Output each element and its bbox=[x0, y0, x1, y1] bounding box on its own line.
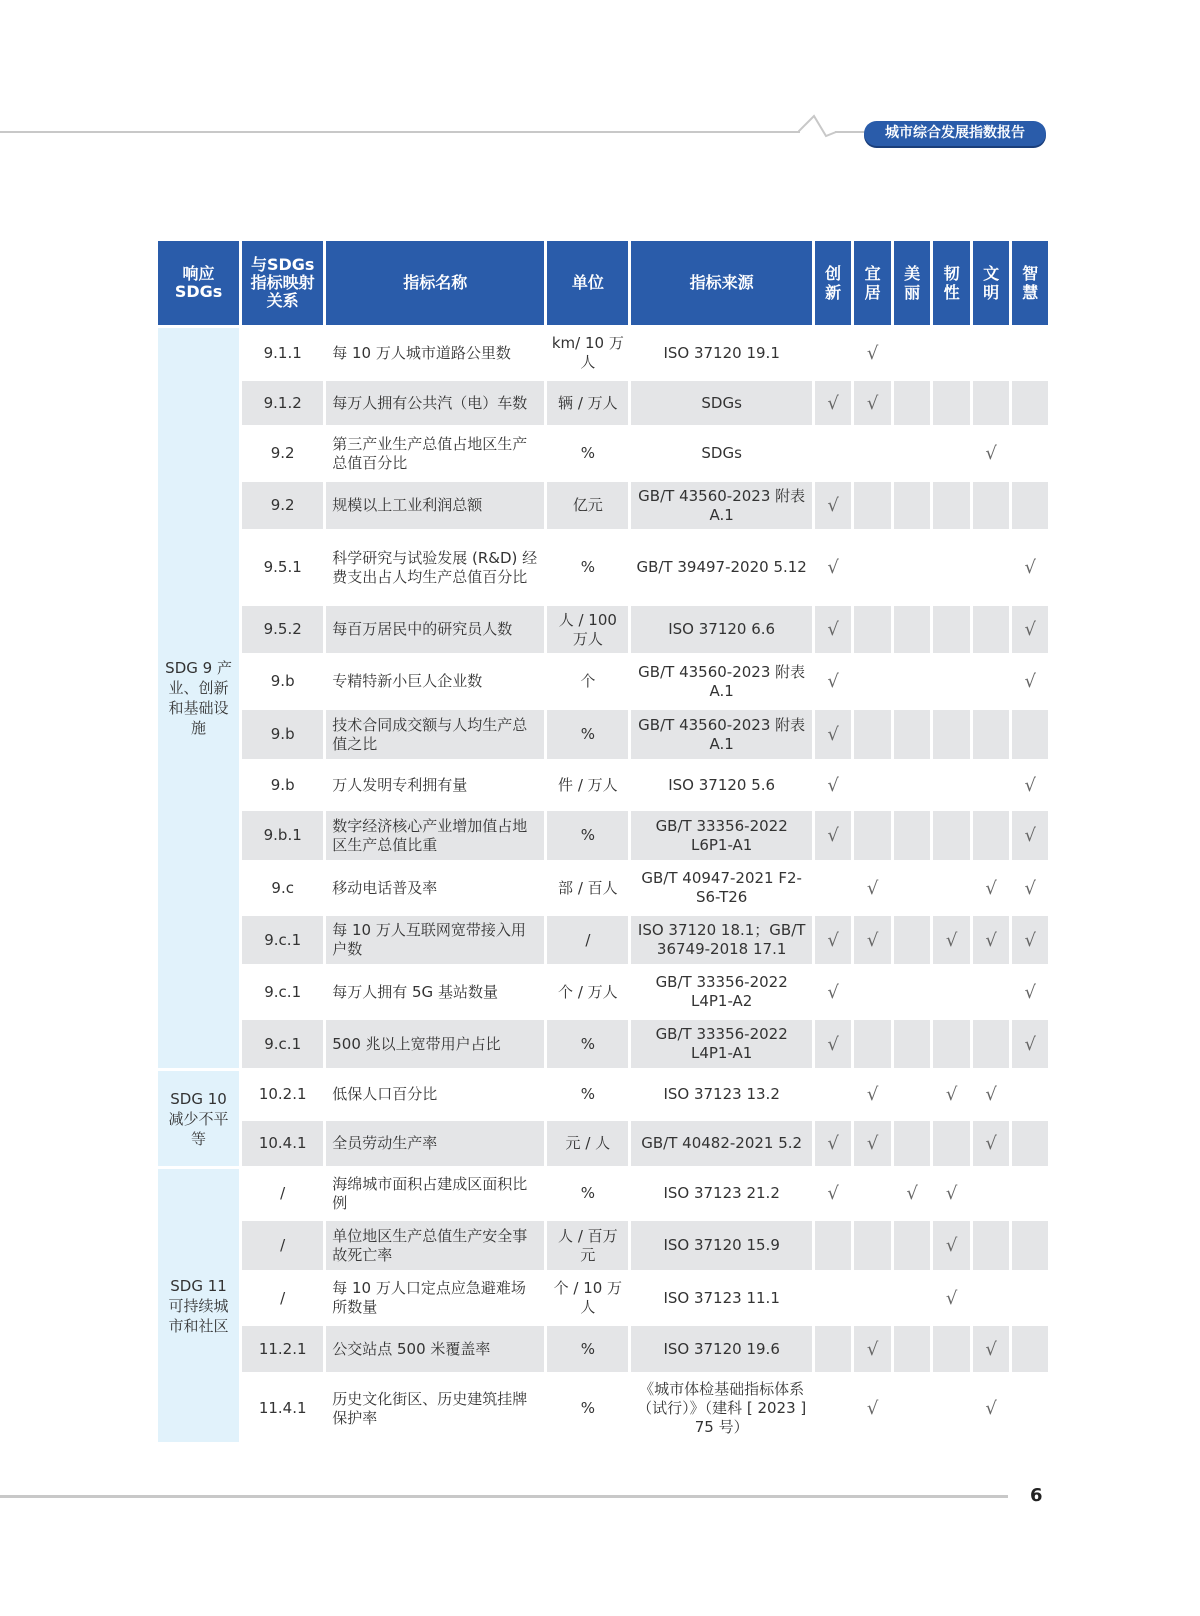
check-mark-icon: √ bbox=[827, 557, 839, 578]
check-mark-icon bbox=[973, 328, 1010, 378]
check-mark-icon bbox=[1012, 381, 1048, 425]
indicator-name-cell: 单位地区生产总值生产安全事故死亡率 bbox=[326, 1221, 544, 1270]
check-mark-icon bbox=[854, 532, 891, 603]
check-mark-icon: √ bbox=[854, 381, 891, 425]
sdg-group-cell: SDG 9 产业、创新和基础设施 bbox=[158, 328, 239, 1068]
check-mark-icon: √ bbox=[854, 1121, 891, 1166]
check-mark-icon bbox=[1012, 328, 1048, 378]
check-mark-icon: √ bbox=[827, 1183, 839, 1204]
check-mark-icon: √ bbox=[866, 877, 879, 899]
unit-cell: km/ 10 万人 bbox=[551, 334, 624, 371]
check-mark-icon: √ bbox=[973, 1326, 1010, 1372]
source-cell: SDGs bbox=[701, 444, 742, 462]
source-cell: GB/T 43560-2023 附表 A.1 bbox=[631, 710, 812, 759]
report-title-badge: 城市综合发展指数报告 bbox=[864, 121, 1046, 146]
sdg-code-cell: 9.2 bbox=[242, 482, 323, 529]
sdg-code-cell: 10.2.1 bbox=[258, 1085, 307, 1103]
source-cell: ISO 37120 19.6 bbox=[631, 1326, 812, 1372]
table-row bbox=[158, 656, 1048, 707]
check-mark-icon bbox=[815, 428, 852, 479]
check-mark-icon bbox=[933, 656, 970, 707]
unit-cell: % bbox=[580, 558, 595, 576]
indicator-name-cell: 每 10 万人口定点应急避难场所数量 bbox=[332, 1279, 526, 1316]
footer-rule bbox=[0, 1495, 1008, 1498]
check-mark-icon bbox=[933, 606, 970, 653]
sdg-code-cell: 9.c.1 bbox=[242, 916, 323, 964]
check-mark-icon: √ bbox=[945, 1183, 958, 1204]
check-mark-icon bbox=[1012, 1273, 1048, 1323]
column-header: 智慧 bbox=[1012, 241, 1048, 325]
check-mark-icon: √ bbox=[854, 1326, 891, 1372]
table-row bbox=[158, 428, 1048, 479]
sdg-code-cell: 9.5.1 bbox=[263, 558, 302, 576]
unit-cell: % bbox=[580, 1085, 595, 1103]
source-cell: ISO 37120 5.6 bbox=[668, 775, 776, 794]
check-mark-icon bbox=[854, 482, 891, 529]
source-cell: ISO 37120 15.9 bbox=[631, 1221, 812, 1270]
column-header: 文明 bbox=[973, 241, 1010, 325]
check-mark-icon bbox=[973, 656, 1010, 707]
check-mark-icon: √ bbox=[1012, 1020, 1048, 1068]
unit-cell: 个 / 10 万人 bbox=[553, 1279, 623, 1316]
sdg-code-cell: 9.c.1 bbox=[242, 1020, 323, 1068]
table-row bbox=[158, 863, 1048, 913]
check-mark-icon bbox=[854, 967, 891, 1017]
source-cell: ISO 37123 13.2 bbox=[663, 1085, 780, 1103]
check-mark-icon bbox=[933, 532, 970, 603]
check-mark-icon bbox=[894, 762, 931, 808]
check-mark-icon bbox=[973, 710, 1010, 759]
check-mark-icon bbox=[894, 328, 931, 378]
indicator-name-cell: 每百万居民中的研究员人数 bbox=[326, 606, 544, 653]
check-mark-icon bbox=[894, 606, 931, 653]
table-row bbox=[158, 1071, 1048, 1118]
check-mark-icon bbox=[973, 381, 1010, 425]
source-cell: 《城市体检基础指标体系（试行）》（建科 [ 2023 ] 75 号） bbox=[637, 1380, 807, 1436]
check-mark-icon bbox=[854, 428, 891, 479]
check-mark-icon: √ bbox=[1024, 774, 1036, 796]
check-mark-icon: √ bbox=[985, 877, 997, 899]
unit-cell: 部 / 百人 bbox=[558, 878, 618, 897]
check-mark-icon bbox=[894, 1326, 931, 1372]
check-mark-icon: √ bbox=[1024, 671, 1036, 692]
check-mark-icon bbox=[854, 1020, 891, 1068]
check-mark-icon bbox=[854, 710, 891, 759]
check-mark-icon bbox=[854, 1169, 891, 1218]
check-mark-icon: √ bbox=[866, 1084, 879, 1105]
column-header: 宜居 bbox=[854, 241, 891, 325]
table-row bbox=[158, 710, 1048, 759]
check-mark-icon bbox=[973, 1020, 1010, 1068]
sdg-code-cell: 9.c.1 bbox=[264, 982, 302, 1001]
table-header-row bbox=[158, 241, 1048, 325]
indicator-name-cell: 每万人拥有 5G 基站数量 bbox=[332, 982, 498, 1001]
unit-cell: % bbox=[547, 1326, 628, 1372]
check-mark-icon bbox=[933, 381, 970, 425]
check-mark-icon: √ bbox=[815, 916, 852, 964]
check-mark-icon bbox=[933, 811, 970, 860]
table-row bbox=[158, 1169, 1048, 1218]
check-mark-icon bbox=[815, 328, 852, 378]
check-mark-icon: √ bbox=[973, 916, 1010, 964]
check-mark-icon bbox=[933, 1121, 970, 1166]
unit-cell: % bbox=[580, 1399, 595, 1417]
check-mark-icon bbox=[1012, 1326, 1048, 1372]
check-mark-icon bbox=[933, 710, 970, 759]
check-mark-icon bbox=[933, 967, 970, 1017]
check-mark-icon: √ bbox=[933, 1221, 970, 1270]
indicator-name-cell: 万人发明专利拥有量 bbox=[332, 775, 468, 794]
check-mark-icon bbox=[933, 1020, 970, 1068]
source-cell: GB/T 33356-2022 L4P1-A1 bbox=[631, 1020, 812, 1068]
page-number: 6 bbox=[1030, 1485, 1043, 1506]
indicator-name-cell: 每 10 万人互联网宽带接入用户数 bbox=[326, 916, 544, 964]
table-row bbox=[158, 811, 1048, 860]
source-cell: GB/T 43560-2023 附表 A.1 bbox=[638, 662, 806, 700]
check-mark-icon: √ bbox=[815, 606, 852, 653]
source-cell: ISO 37120 6.6 bbox=[631, 606, 812, 653]
table-row bbox=[158, 762, 1048, 808]
check-mark-icon: √ bbox=[985, 443, 997, 464]
source-cell: ISO 37120 19.1 bbox=[663, 343, 780, 362]
check-mark-icon: √ bbox=[1024, 981, 1036, 1003]
column-header: 单位 bbox=[547, 241, 628, 325]
column-header: 响应SDGs bbox=[158, 241, 239, 325]
column-header: 韧性 bbox=[933, 241, 970, 325]
unit-cell: % bbox=[547, 811, 628, 860]
source-cell: ISO 37123 11.1 bbox=[663, 1288, 780, 1307]
table-row bbox=[158, 1121, 1048, 1166]
check-mark-icon bbox=[894, 1121, 931, 1166]
table-row bbox=[158, 606, 1048, 653]
indicator-name-cell: 数字经济核心产业增加值占地区生产总值比重 bbox=[326, 811, 544, 860]
check-mark-icon bbox=[894, 1020, 931, 1068]
check-mark-icon bbox=[973, 532, 1010, 603]
source-cell: SDGs bbox=[631, 381, 812, 425]
sdg-code-cell: 9.2 bbox=[270, 444, 295, 462]
check-mark-icon bbox=[894, 1221, 931, 1270]
check-mark-icon bbox=[854, 811, 891, 860]
sdg-code-cell: 9.b bbox=[270, 775, 295, 794]
check-mark-icon bbox=[854, 1273, 891, 1323]
check-mark-icon: √ bbox=[985, 1398, 997, 1419]
unit-cell: % bbox=[580, 444, 595, 462]
check-mark-icon bbox=[973, 967, 1010, 1017]
check-mark-icon bbox=[815, 1071, 852, 1118]
source-cell: GB/T 33356-2022 L6P1-A1 bbox=[631, 811, 812, 860]
check-mark-icon bbox=[894, 428, 931, 479]
sdg-code-cell: 9.b bbox=[270, 672, 295, 690]
check-mark-icon bbox=[933, 863, 970, 913]
header-rule bbox=[835, 131, 865, 133]
check-mark-icon: √ bbox=[815, 1020, 852, 1068]
unit-cell: % bbox=[547, 1020, 628, 1068]
source-cell: ISO 37120 18.1；GB/T 36749-2018 17.1 bbox=[631, 916, 812, 964]
unit-cell: 元 / 人 bbox=[547, 1121, 628, 1166]
check-mark-icon bbox=[1012, 1121, 1048, 1166]
check-mark-icon bbox=[854, 606, 891, 653]
check-mark-icon bbox=[894, 811, 931, 860]
check-mark-icon bbox=[854, 1221, 891, 1270]
unit-cell: 辆 / 万人 bbox=[547, 381, 628, 425]
sdg-code-cell: 9.5.2 bbox=[242, 606, 323, 653]
table-row bbox=[158, 967, 1048, 1017]
check-mark-icon bbox=[1012, 428, 1048, 479]
check-mark-icon: √ bbox=[985, 1084, 997, 1105]
sdg-code-cell: 11.4.1 bbox=[258, 1399, 307, 1417]
sdg-code-cell: 10.4.1 bbox=[242, 1121, 323, 1166]
column-header: 指标名称 bbox=[326, 241, 544, 325]
check-mark-icon bbox=[894, 710, 931, 759]
indicator-name-cell: 低保人口百分比 bbox=[332, 1085, 438, 1103]
check-mark-icon bbox=[894, 482, 931, 529]
check-mark-icon: √ bbox=[1024, 557, 1036, 578]
check-mark-icon: √ bbox=[815, 1121, 852, 1166]
unit-cell: / bbox=[547, 916, 628, 964]
unit-cell: 件 / 万人 bbox=[558, 775, 618, 794]
column-header: 指标来源 bbox=[631, 241, 812, 325]
sdg-code-cell: / bbox=[280, 1288, 286, 1307]
check-mark-icon bbox=[933, 428, 970, 479]
indicator-name-cell: 技术合同成交额与人均生产总值之比 bbox=[326, 710, 544, 759]
table-row bbox=[158, 1020, 1048, 1068]
check-mark-icon: √ bbox=[973, 1121, 1010, 1166]
check-mark-icon bbox=[815, 863, 852, 913]
table-row bbox=[158, 916, 1048, 964]
check-mark-icon bbox=[973, 762, 1010, 808]
check-mark-icon: √ bbox=[945, 1084, 958, 1105]
check-mark-icon bbox=[894, 656, 931, 707]
indicator-name-cell: 专精特新小巨人企业数 bbox=[332, 672, 483, 690]
sdg-code-cell: 11.2.1 bbox=[242, 1326, 323, 1372]
check-mark-icon bbox=[933, 1326, 970, 1372]
unit-cell: % bbox=[547, 710, 628, 759]
indicator-name-cell: 规模以上工业利润总额 bbox=[326, 482, 544, 529]
source-cell: GB/T 33356-2022 L4P1-A2 bbox=[655, 973, 788, 1010]
indicator-name-cell: 移动电话普及率 bbox=[332, 878, 438, 897]
table-row bbox=[158, 1221, 1048, 1270]
indicator-name-cell: 全员劳动生产率 bbox=[326, 1121, 544, 1166]
check-mark-icon bbox=[815, 1326, 852, 1372]
column-header: 与SDGs指标映射关系 bbox=[242, 241, 323, 325]
sdg-code-cell: 9.1.2 bbox=[242, 381, 323, 425]
check-mark-icon bbox=[815, 1375, 852, 1442]
column-header: 创新 bbox=[815, 241, 852, 325]
check-mark-icon bbox=[973, 811, 1010, 860]
check-mark-icon: √ bbox=[827, 981, 839, 1003]
table-row bbox=[158, 1375, 1048, 1442]
check-mark-icon bbox=[1012, 1375, 1048, 1442]
check-mark-icon: √ bbox=[866, 1398, 879, 1419]
check-mark-icon: √ bbox=[815, 710, 852, 759]
check-mark-icon bbox=[933, 1375, 970, 1442]
column-header: 美丽 bbox=[894, 241, 931, 325]
check-mark-icon: √ bbox=[1012, 916, 1048, 964]
source-cell: GB/T 43560-2023 附表 A.1 bbox=[631, 482, 812, 529]
indicator-name-cell: 科学研究与试验发展 (R&D) 经费支出占人均生产总值百分比 bbox=[332, 548, 538, 586]
check-mark-icon: √ bbox=[827, 671, 839, 692]
unit-cell: 人 / 百万元 bbox=[547, 1221, 628, 1270]
indicator-table bbox=[155, 238, 1051, 1445]
check-mark-icon: √ bbox=[1012, 606, 1048, 653]
check-mark-icon bbox=[894, 1375, 931, 1442]
indicator-name-cell: 第三产业生产总值占地区生产总值百分比 bbox=[332, 434, 528, 472]
check-mark-icon bbox=[933, 328, 970, 378]
check-mark-icon bbox=[815, 1221, 852, 1270]
check-mark-icon bbox=[894, 381, 931, 425]
check-mark-icon: √ bbox=[1024, 877, 1036, 899]
unit-cell: 亿元 bbox=[547, 482, 628, 529]
check-mark-icon bbox=[894, 916, 931, 964]
source-cell: GB/T 40482-2021 5.2 bbox=[631, 1121, 812, 1166]
source-cell: GB/T 39497-2020 5.12 bbox=[636, 558, 807, 576]
header-rule bbox=[0, 131, 800, 133]
check-mark-icon bbox=[1012, 1221, 1048, 1270]
check-mark-icon: √ bbox=[933, 916, 970, 964]
sdg-code-cell: / bbox=[280, 1184, 286, 1202]
indicator-name-cell: 海绵城市面积占建成区面积比例 bbox=[332, 1174, 528, 1212]
indicator-name-cell: 每 10 万人城市道路公里数 bbox=[332, 343, 511, 362]
indicator-name-cell: 公交站点 500 米覆盖率 bbox=[326, 1326, 544, 1372]
unit-cell: 人 / 100 万人 bbox=[547, 606, 628, 653]
zigzag-ornament bbox=[798, 114, 838, 140]
check-mark-icon bbox=[1012, 1169, 1048, 1218]
check-mark-icon bbox=[1012, 710, 1048, 759]
check-mark-icon: √ bbox=[1012, 811, 1048, 860]
unit-cell: 个 / 万人 bbox=[558, 982, 618, 1001]
check-mark-icon bbox=[973, 1169, 1010, 1218]
sdg-code-cell: 9.b.1 bbox=[242, 811, 323, 860]
source-cell: ISO 37123 21.2 bbox=[663, 1184, 780, 1202]
check-mark-icon bbox=[854, 656, 891, 707]
check-mark-icon bbox=[933, 762, 970, 808]
check-mark-icon bbox=[894, 967, 931, 1017]
check-mark-icon: √ bbox=[827, 774, 839, 796]
sdg-code-cell: / bbox=[242, 1221, 323, 1270]
source-cell: GB/T 40947-2021 F2-S6-T26 bbox=[641, 869, 802, 906]
check-mark-icon: √ bbox=[815, 482, 852, 529]
check-mark-icon: √ bbox=[906, 1183, 918, 1204]
unit-cell: 个 bbox=[580, 672, 596, 690]
check-mark-icon bbox=[894, 1071, 931, 1118]
check-mark-icon bbox=[854, 762, 891, 808]
check-mark-icon: √ bbox=[815, 811, 852, 860]
check-mark-icon bbox=[894, 532, 931, 603]
check-mark-icon bbox=[815, 1273, 852, 1323]
table-row bbox=[158, 328, 1048, 378]
table-row bbox=[158, 381, 1048, 425]
check-mark-icon bbox=[973, 1273, 1010, 1323]
check-mark-icon bbox=[973, 606, 1010, 653]
check-mark-icon bbox=[973, 482, 1010, 529]
check-mark-icon: √ bbox=[815, 381, 852, 425]
indicator-name-cell: 500 兆以上宽带用户占比 bbox=[326, 1020, 544, 1068]
check-mark-icon bbox=[894, 1273, 931, 1323]
unit-cell: % bbox=[580, 1184, 595, 1202]
check-mark-icon bbox=[1012, 1071, 1048, 1118]
table-row bbox=[158, 1273, 1048, 1323]
check-mark-icon bbox=[894, 863, 931, 913]
sdg-group-cell: SDG 11 可持续城市和社区 bbox=[158, 1169, 239, 1442]
check-mark-icon: √ bbox=[945, 1287, 958, 1309]
sdg-group-cell: SDG 10 减少不平等 bbox=[158, 1071, 239, 1166]
check-mark-icon bbox=[1012, 482, 1048, 529]
check-mark-icon bbox=[933, 482, 970, 529]
sdg-code-cell: 9.b bbox=[242, 710, 323, 759]
table-row bbox=[158, 532, 1048, 603]
check-mark-icon: √ bbox=[854, 916, 891, 964]
indicator-name-cell: 每万人拥有公共汽（电）车数 bbox=[326, 381, 544, 425]
table-row bbox=[158, 1326, 1048, 1372]
table-row bbox=[158, 482, 1048, 529]
check-mark-icon: √ bbox=[866, 342, 879, 364]
sdg-code-cell: 9.1.1 bbox=[263, 343, 302, 362]
sdg-code-cell: 9.c bbox=[271, 878, 294, 897]
indicator-name-cell: 历史文化街区、历史建筑挂牌保护率 bbox=[332, 1389, 528, 1427]
check-mark-icon bbox=[973, 1221, 1010, 1270]
